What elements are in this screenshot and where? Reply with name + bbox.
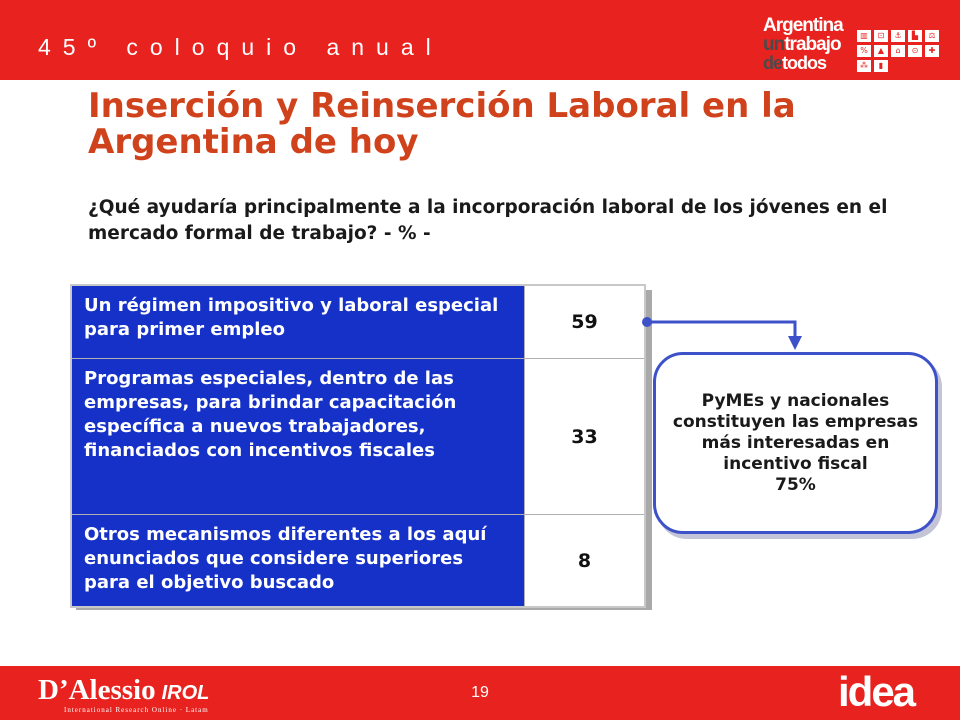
dalessio-subtitle: International Research Online · Latam <box>64 706 209 714</box>
tagline: 45º coloquio anual <box>38 34 443 60</box>
brand-line-1: Argentina <box>763 15 843 36</box>
factory-icon: ▙ <box>908 30 922 42</box>
table-row <box>72 515 644 606</box>
brand-line-2: untrabajo <box>763 34 841 55</box>
wheat-icon: ⁂ <box>857 60 871 72</box>
anchor-icon: ⚓ <box>891 30 905 42</box>
building-icon: ▥ <box>857 30 871 42</box>
dalessio-logo: D’Alessio IROL <box>38 674 210 706</box>
row-value: 33 <box>524 359 644 514</box>
idea-logo: idea <box>838 668 915 715</box>
row-value: 59 <box>524 286 644 358</box>
table-row <box>72 359 644 515</box>
table-row <box>72 286 644 359</box>
percent-icon: % <box>857 45 871 57</box>
row-value: 8 <box>524 515 644 606</box>
callout-box <box>653 352 938 534</box>
results-table <box>70 284 646 608</box>
road-icon: ▲ <box>874 45 888 57</box>
tractor-icon: ⊙ <box>908 45 922 57</box>
brand-line-3: detodos <box>763 53 827 73</box>
connector-arrowhead <box>788 336 802 350</box>
scale-icon: ⚖ <box>925 30 939 42</box>
slide-title: Inserción y Reinserción Laboral en la Argentina de hoy <box>88 86 796 162</box>
chart-icon: ▮ <box>874 60 888 72</box>
callout-text: PyMEs y nacionales constituyen las empresas más interesadas en incentivo fiscal <box>672 390 919 474</box>
brand-logo <box>757 12 943 72</box>
health-icon: ✚ <box>925 45 939 57</box>
row-label: Un régimen impositivo y laboral especial para primer empleo <box>72 286 524 358</box>
brand-icon-grid <box>857 30 943 76</box>
row-label: Otros mecanismos diferentes a los aquí enunciados que considere superiores para el objetivo buscado <box>72 515 524 606</box>
survey-question: ¿Qué ayudaría principalmente a la incorporación laboral de los jóvenes en el mercado formal de trabajo? - % - <box>88 197 888 244</box>
row-label: Programas especiales, dentro de las empresas, para brindar capacitación específica a nuevos trabajadores, financiados con incentivos fiscales <box>72 359 524 514</box>
page-number: 19 <box>471 684 489 701</box>
callout-percent: 75% <box>775 474 816 495</box>
header-bar <box>0 0 960 80</box>
connector-line <box>647 322 795 338</box>
cart-icon: ⊡ <box>874 30 888 42</box>
bank-icon: ⌂ <box>891 45 905 57</box>
